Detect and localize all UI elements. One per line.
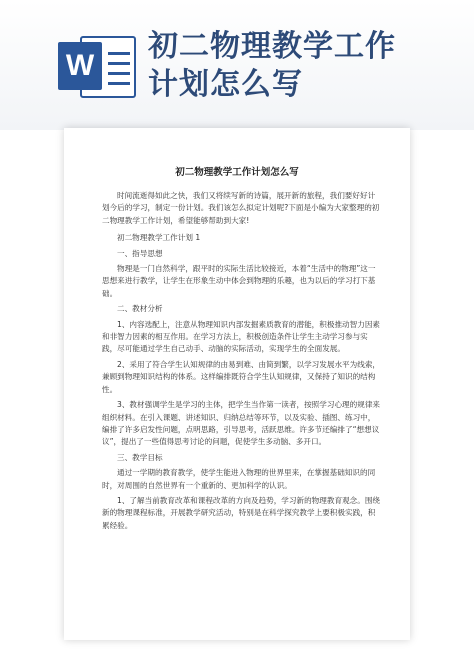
section-heading: 二、教材分析 <box>117 304 163 314</box>
word-icon-letter: W <box>58 42 102 90</box>
paragraph: 1、内容选配上，注意从物理知识内部发掘素质教育的潜能，积极推动智力因素和非智力因素的相互作用。在学习方法上，积极创造条件让学生主动学习参与实践，尽可能通过学生自己动手、动脑的实际活动，实现学生的全面发展。 <box>102 319 381 354</box>
paragraph: 通过一学期的教育教学，使学生能进入物理的世界里来，在掌握基础知识的同时，对周围的自然世界有一个重新的、更加科学的认识。 <box>102 468 376 490</box>
page-heading <box>148 28 458 104</box>
paragraph: 物理是一门自然科学，跟平时的实际生活比较接近，本着“生活中的物理”这一思想来进行教学，让学生在形象生动中体会到物理的乐趣，也为以后的学习打下基础。 <box>102 264 376 298</box>
paragraph: 1、了解当前教育改革和课程改革的方向及趋势，学习新的物理教育观念。围绕新的物理课程标准，开展教学研究活动，特别是在科学探究教学上要积极实践，积累经验。 <box>102 495 381 530</box>
document-page <box>64 128 410 640</box>
section-heading: 初二物理教学工作计划 1 <box>117 233 201 243</box>
paragraph: 时间流逝得如此之快，我们又将续写新的诗篇，展开新的旅程，我们要好好计划今后的学习，制定一份计划。我们该怎么拟定计划呢?下面是小编为大家整理的初二物理教学工作计划，希望能够帮助到大家! <box>102 191 380 225</box>
word-icon <box>58 34 138 100</box>
document-title: 初二物理教学工作计划怎么写 <box>175 167 299 178</box>
page-heading-line1: 初二物理教学工作 <box>148 29 396 64</box>
paragraph: 2、采用了符合学生认知规律的由易到难、由简到繁，以学习发展水平为线索，兼顾到物理知识结构的体系。这样编排既符合学生认知规律，又保持了知识的结构性。 <box>102 359 381 394</box>
document-body <box>102 190 380 532</box>
paragraph: 3、教材强调学生是学习的主体，把学生当作第一读者，按照学习心理的规律来组织材料。在引入课题、讲述知识、归纳总结等环节，以及实验、插图、练习中，编排了许多启发性问题，点明思路，引导思考，活跃思维。许多节还编排了“想想议议”，提出了一些值得思考讨论的问题，促使学生多动脑、多开口。 <box>102 400 381 447</box>
page-heading-line2: 计划怎么写 <box>148 67 303 102</box>
section-heading: 一、指导思想 <box>117 248 163 258</box>
section-heading: 三、教学目标 <box>117 452 163 462</box>
